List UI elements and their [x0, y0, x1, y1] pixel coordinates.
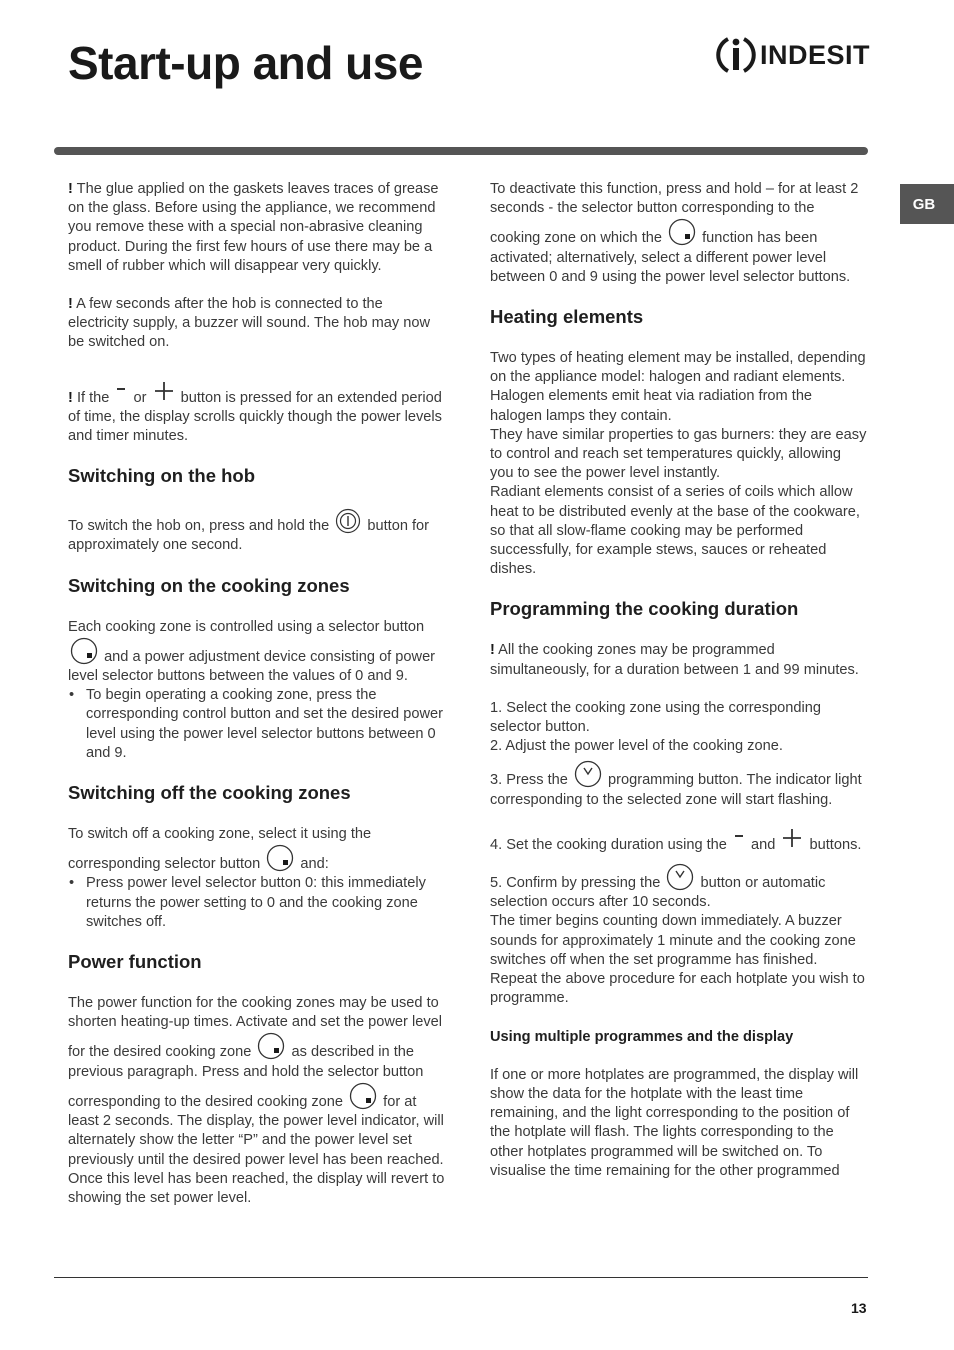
page-number: 13 — [851, 1300, 867, 1316]
header-divider — [54, 147, 868, 155]
list-item: • Press power level selector button 0: this immediately returns the power setting to 0 and the cooking zone switches off. — [86, 874, 446, 932]
plus-icon — [153, 382, 175, 404]
selector-icon — [349, 1082, 377, 1110]
list-item: • To begin operating a cooking zone, press the corresponding control button and set the desired power level using the power level selector buttons between 0 and 9. — [86, 686, 446, 763]
deactivate-text: To deactivate this function, press and hold – for at least 2 seconds - the selector button corresponding to the cooking zone on which the function has been activated; alternatively, select a different power level between 0 and 9 using the power level selector buttons. — [490, 181, 859, 285]
brand-name: INDESIT — [759, 39, 870, 70]
power-function-text: The power function for the cooking zones may be used to shorten heating-up times. Activate and set the power level for the desired cooking zone as described in the previous paragraph. Press and hold the selector button corresponding to the desired cooking zone for at least 2 seconds. The display, the power level indicator, will alternately show the letter “P” and the power level set previously until the desired power level has been reached. Once this level has been reached, the display will revert to showing the set power level. — [68, 995, 445, 1206]
selector-icon — [257, 1032, 285, 1060]
switching-off-zones-text: To switch off a cooking zone, select it using the corresponding selector button and: — [68, 826, 372, 873]
switching-off-zones-heading: Switching off the cooking zones — [68, 782, 351, 804]
indesit-logo-icon — [715, 33, 757, 77]
brand-logo — [715, 32, 870, 78]
scroll-note: ! If the or button is pressed for an extended period of time, the display scrolls quickly though the power levels and timer minutes. — [68, 382, 446, 447]
multiple-programmes-text: If one or more hotplates are programmed, the display will show the data for the hotplate with the least time remaining, and the light corresponding to the position of the hotplate will flash. The lights corresponding to the other hotplates programmed will be switched on. To visualise the time remaining for the other programmed — [490, 1066, 859, 1179]
step-5: 5. Confirm by pressing the button or automatic selection occurs after 10 seconds. — [490, 863, 868, 912]
right-column — [490, 180, 868, 1200]
programming-heading: Programming the cooking duration — [490, 598, 799, 620]
minus-icon — [115, 384, 127, 404]
plus-icon — [781, 829, 803, 851]
programming-note: ! All the cooking zones may be programmed simultaneously, for a duration between 1 and 99 minutes. — [490, 642, 859, 678]
heating-elements-heading: Heating elements — [490, 306, 644, 328]
power-icon — [335, 508, 361, 534]
switching-on-hob-heading: Switching on the hob — [68, 465, 256, 487]
step-4: 4. Set the cooking duration using the and buttons. — [490, 829, 868, 855]
switching-on-hob-text: To switch the hob on, press and hold the button for approximately one second. — [68, 508, 446, 555]
switching-on-zones-heading: Switching on the cooking zones — [68, 574, 350, 596]
step-3: 3. Press the programming button. The indicator light corresponding to the selected zone will start flashing. — [490, 760, 868, 809]
switching-on-zones-text: Each cooking zone is controlled using a selector button and a power adjustment device consisting of power level selector buttons between the values of 0 and 9. — [68, 618, 436, 685]
gasket-note: ! The glue applied on the gaskets leaves traces of grease on the glass. Before using the appliance, we recommend you remove these with a special non-abrasive cleaning product. During the first few hours of use there may be a smell of rubber which will disappear very quickly. — [68, 181, 439, 274]
selector-icon — [668, 218, 696, 246]
switching-on-zones-list — [68, 686, 446, 763]
power-function-heading: Power function — [68, 951, 202, 973]
timer-icon — [574, 760, 602, 788]
left-column — [68, 180, 446, 1227]
step-1: 1. Select the cooking zone using the corresponding selector button. — [490, 699, 822, 736]
multiple-programmes-heading: Using multiple programmes and the display — [490, 1028, 794, 1045]
step-2: 2. Adjust the power level of the cooking zone. — [490, 738, 783, 755]
heating-elements-text: Two types of heating element may be installed, depending on the appliance model: halogen and radiant elements. Halogen elements emit heat via radiation from the halogen lamps they contain. They have similar properties to gas burners: they are easy to control and reach set temperatures quickly, allowing you to see the power level instantly. Radiant elements consist of a series of coils which allow heat to be distributed evenly at the base of the cookware, so that all slow-flame cooking may be performed successfully, for example stews, sauces or reheated dishes. — [490, 350, 867, 578]
language-tab: GB — [900, 184, 954, 224]
footer-divider — [54, 1277, 868, 1278]
page-title: Start-up and use — [68, 37, 423, 89]
minus-icon — [733, 831, 745, 851]
selector-icon — [266, 844, 294, 872]
timer-icon — [666, 863, 694, 891]
timer-text: The timer begins counting down immediately. A buzzer sounds for approximately 1 minute and the cooking zone switches off when the set programme has finished. Repeat the above procedure for each hotplate you wish to programme. — [490, 913, 865, 1007]
buzzer-note: ! A few seconds after the hob is connected to the electricity supply, a buzzer will sound. The hob may now be switched on. — [68, 296, 431, 351]
selector-icon — [70, 637, 98, 665]
switching-off-zones-list — [68, 874, 446, 932]
